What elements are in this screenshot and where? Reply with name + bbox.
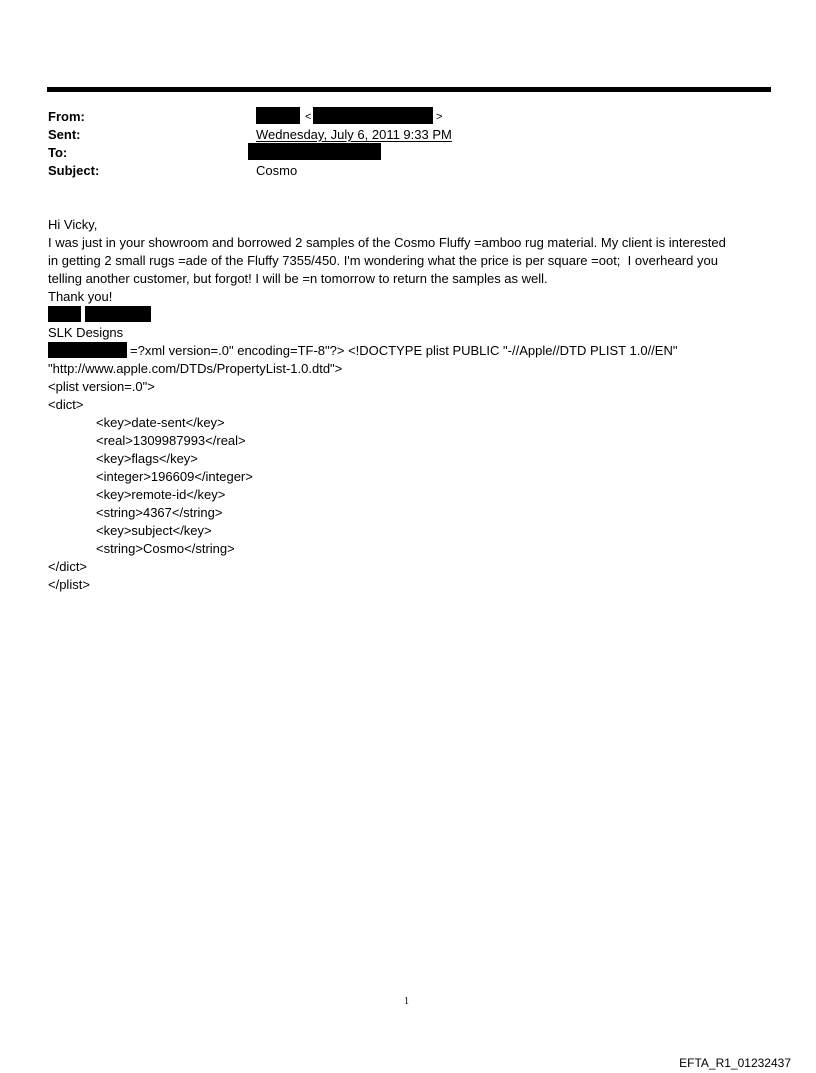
body-line-1: I was just in your showroom and borrowed 2 samples of the Cosmo Fluffy =amboo rug material. My client is interested	[48, 235, 726, 250]
sent-label: Sent:	[48, 127, 81, 142]
body-line-3: telling another customer, but forgot! I will be =n tomorrow to return the samples as well.	[48, 271, 548, 286]
xml-line-2: "http://www.apple.com/DTDs/PropertyList-1.0.dtd">	[48, 361, 343, 376]
subject-value: Cosmo	[256, 163, 298, 178]
page-number: 1	[404, 996, 409, 1007]
document-id: EFTA_R1_01232437	[679, 1056, 791, 1070]
xml-line-4: <dict>	[48, 397, 84, 412]
contact-redaction	[48, 342, 127, 358]
to-redaction	[248, 143, 381, 160]
from-email-redaction	[313, 107, 433, 124]
xml-line-1: =?xml version=.0" encoding=TF-8"?> <!DOCTYPE plist PUBLIC "-//Apple//DTD PLIST 1.0//EN"	[130, 343, 678, 358]
from-label: From:	[48, 109, 85, 124]
from-lt: <	[305, 111, 312, 123]
xml-line-7: <key>flags</key>	[96, 451, 198, 466]
subject-label: Subject:	[48, 163, 100, 178]
xml-line-8: <integer>196609</integer>	[96, 469, 253, 484]
greeting: Hi Vicky,	[48, 217, 98, 232]
xml-line-6: <real>1309987993</real>	[96, 433, 246, 448]
xml-line-9: <key>remote-id</key>	[96, 487, 226, 502]
xml-line-11: <key>subject</key>	[96, 523, 212, 538]
to-label: To:	[48, 145, 68, 160]
from-name-redaction	[256, 107, 300, 124]
xml-line-3: <plist version=.0">	[48, 379, 155, 394]
signature-first-redaction	[48, 306, 81, 322]
xml-line-10: <string>4367</string>	[96, 505, 223, 520]
xml-line-5: <key>date-sent</key>	[96, 415, 225, 430]
xml-line-13: </dict>	[48, 559, 88, 574]
header-rule	[47, 87, 771, 92]
from-gt: >	[436, 111, 443, 123]
sent-value: Wednesday, July 6, 2011 9:33 PM	[256, 127, 452, 142]
xml-line-12: <string>Cosmo</string>	[96, 541, 235, 556]
company-name: SLK Designs	[48, 325, 124, 340]
signature-last-redaction	[85, 306, 151, 322]
body-line-2: in getting 2 small rugs =ade of the Fluffy 7355/450. I'm wondering what the price is per square =oot; I overheard you	[48, 253, 718, 268]
xml-line-14: </plist>	[48, 577, 90, 592]
thanks-line: Thank you!	[48, 289, 113, 304]
